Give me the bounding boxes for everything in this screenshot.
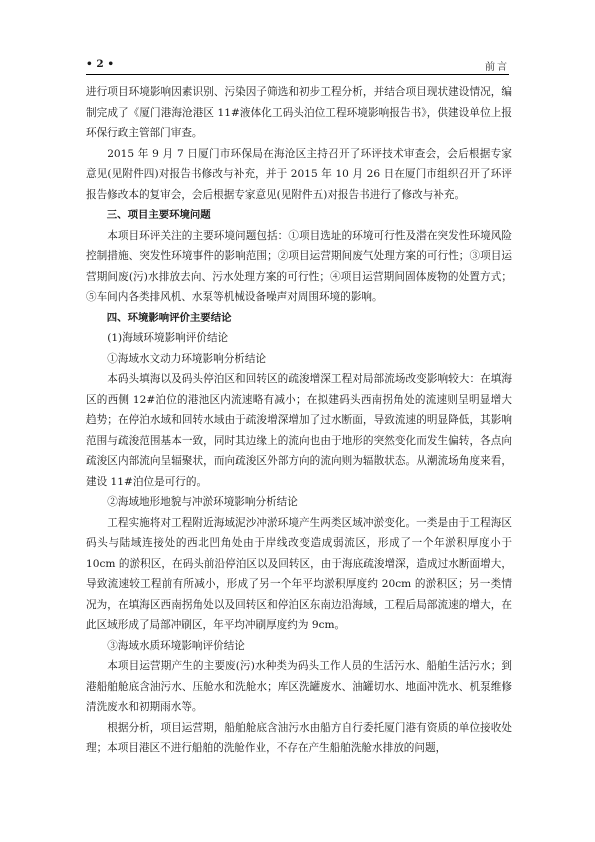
paragraph: 进行项目环境影响因素识别、污染因子筛选和初步工程分析，并结合项目现状建设情况，编制完成了《厦门港海沧港区 11#液体化工码头泊位工程环境影响报告书》，供建设单位上报环保行政主管部门审查。 bbox=[86, 86, 512, 139]
section-heading: 三、项目主要环境问题 bbox=[106, 209, 211, 221]
paragraph: 本项目运营期产生的主要废(污)水种类为码头工作人员的生活污水、船舶生活污水；到港船舶舱底含油污水、压舱水和洗舱水；库区洗罐废水、油罐切水、地面冲洗水、机泵维修清洗废水和初期雨水等。 bbox=[86, 660, 512, 713]
subsection-heading: (1)海域环境影响评价结论 bbox=[107, 332, 229, 344]
page-header bbox=[86, 56, 509, 75]
paragraph: 本码头填海以及码头停泊区和回转区的疏浚增深工程对局部流场改变影响较大：在填海区的西侧 12#泊位的港池区内流速略有减小；在拟建码头西南拐角处的流速则呈明显增大趋势；在停泊水域和回转水域由于疏浚增深增加了过水断面，导致流速的明显降低，其影响范围与疏浚范围基本一致，同时其边缘上的流向也由于地形的突然变化而发生偏转，各点向疏浚区内部流向呈辐聚状，而向疏浚区外部方向的流向则为辐散状态。从潮流场角度来看，建设 11#泊位是可行的。 bbox=[86, 373, 512, 488]
section-heading: 四、环境影响评价主要结论 bbox=[106, 311, 232, 324]
chapter-title: 前言 bbox=[485, 62, 509, 73]
document-body bbox=[86, 82, 512, 759]
subsection-heading: ①海域水文动力环境影响分析结论 bbox=[107, 352, 267, 365]
paragraph: 根据分析，项目运营期，船舶舱底含油污水由船方自行委托厦门港有资质的单位接收处理；本项目港区不进行船舶的洗舱作业，不存在产生船舶洗舱水排放的问题， bbox=[86, 721, 512, 754]
subsection-heading: ③海域水质环境影响评价结论 bbox=[107, 639, 245, 652]
paragraph: 工程实施将对工程附近海域泥沙冲淤环境产生两类区域冲淤变化。一类是由于工程海区码头与陆域连接处的西北凹角处由于岸线改变造成弱流区，形成了一个年淤积厚度小于 10cm 的淤积区，在码头前沿停泊区以及回转区，由于海底疏浚增深，造成过水断面增大，导致流速较工程前有所减小，形成了另一个年平均淤积厚度约 20cm 的淤积区；另一类情况为，在填海区西南拐角处以及回转区和停泊区东南边沿海域，工程后局部流速的增大，在此区域形成了局部冲刷区，年平均冲刷厚度约为 9cm。 bbox=[86, 516, 512, 631]
subsection-heading: ②海域地形地貌与冲淤环境影响分析结论 bbox=[107, 496, 298, 508]
paragraph: 本项目环评关注的主要环境问题包括：①项目选址的环境可行性及潜在突发性环境风险控制措施、突发性环境事件的影响范围；②项目运营期间废气处理方案的可行性；③项目运营期间废(污)水排放去向、污水处理方案的可行性；④项目运营期间固体废物的处置方式；⑤车间内各类排风机、水泵等机械设备噪声对周围环境的影响。 bbox=[86, 229, 512, 303]
page-number: • 2 • bbox=[86, 58, 115, 70]
paragraph: 2015 年 9 月 7 日厦门市环保局在海沧区主持召开了环评技术审查会，会后根据专家意见(见附件四)对报告书修改与补充，并于 2015 年 10 月 26 日在厦门市组织召开了环评报告修改本的复审会，会后根据专家意见(见附件五)对报告书进行了修改与补充。 bbox=[86, 147, 512, 201]
